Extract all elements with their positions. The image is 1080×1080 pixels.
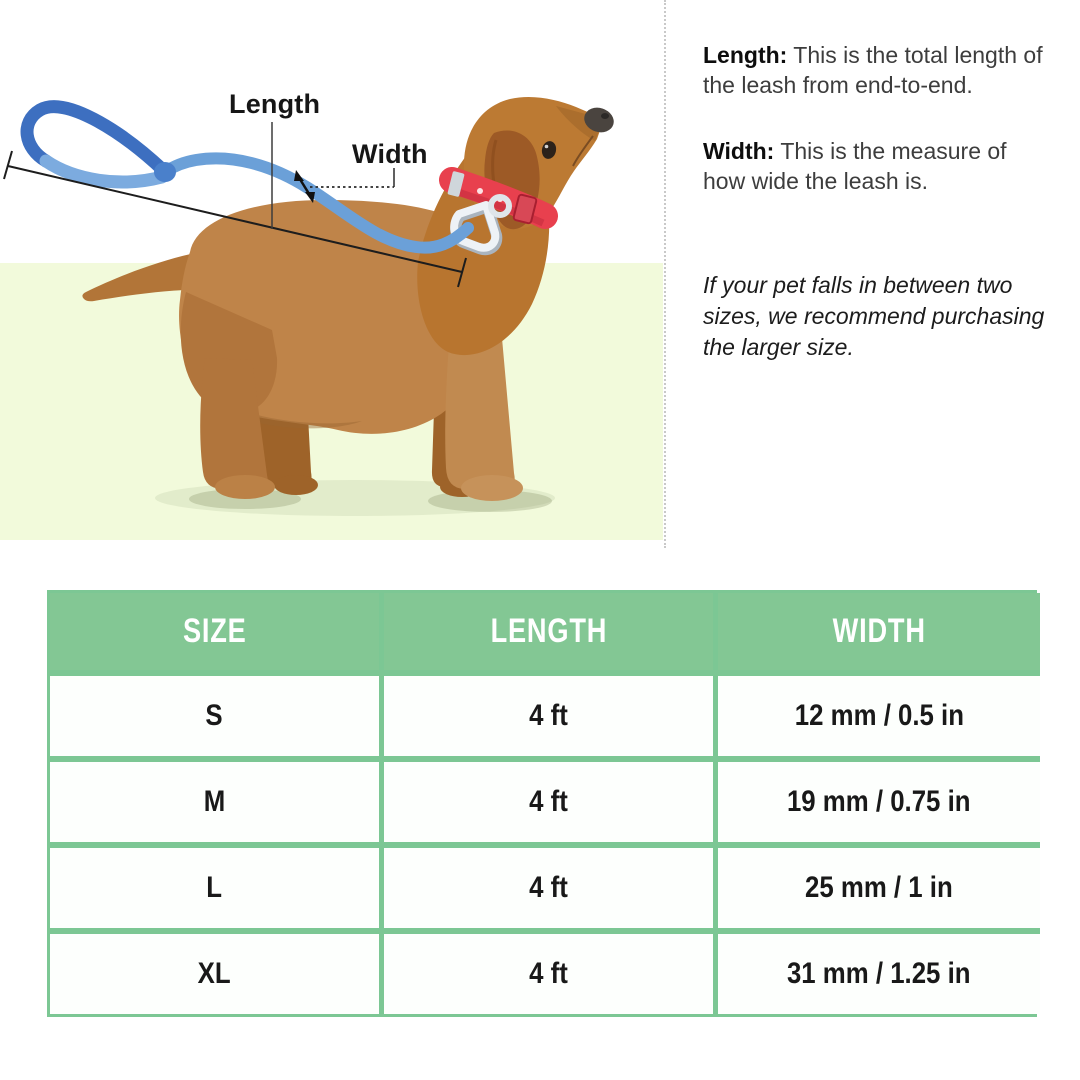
cell-size: S: [50, 670, 384, 756]
dotted-divider: [664, 0, 666, 548]
cell-width: 12 mm / 0.5 in: [718, 670, 1040, 756]
width-label: Width: [352, 139, 428, 169]
cell-width: 25 mm / 1 in: [718, 842, 1040, 928]
puppy-illustration: [0, 0, 663, 540]
cell-width: 31 mm / 1.25 in: [718, 928, 1040, 1014]
header-cell-width: WIDTH: [718, 593, 1040, 670]
cell-size: M: [50, 756, 384, 842]
sizing-note: If your pet falls in between two sizes, we recommend purchasing the larger size.: [703, 272, 1045, 360]
size-table: [47, 590, 1037, 1017]
width-definition-label: Width:: [703, 138, 775, 164]
header-cell-size: SIZE: [50, 593, 384, 670]
cell-length: 4 ft: [384, 756, 718, 842]
info-panel: [703, 40, 1055, 363]
length-definition: [703, 40, 1055, 100]
length-definition-text: This is the total length of the leash from end-to-end.: [703, 42, 1043, 98]
width-definition: [703, 136, 1055, 196]
cell-size: XL: [50, 928, 384, 1014]
leash-knot: [154, 162, 176, 182]
cell-length: 4 ft: [384, 928, 718, 1014]
width-definition-text: This is the measure of how wide the leash is.: [703, 138, 1007, 194]
length-definition-label: Length:: [703, 42, 788, 68]
cell-size: L: [50, 842, 384, 928]
length-label: Length: [229, 89, 321, 119]
leash-measurement-diagram: [0, 0, 663, 540]
header-cell-length: LENGTH: [384, 593, 718, 670]
cell-length: 4 ft: [384, 670, 718, 756]
cell-width: 19 mm / 0.75 in: [718, 756, 1040, 842]
cell-length: 4 ft: [384, 842, 718, 928]
